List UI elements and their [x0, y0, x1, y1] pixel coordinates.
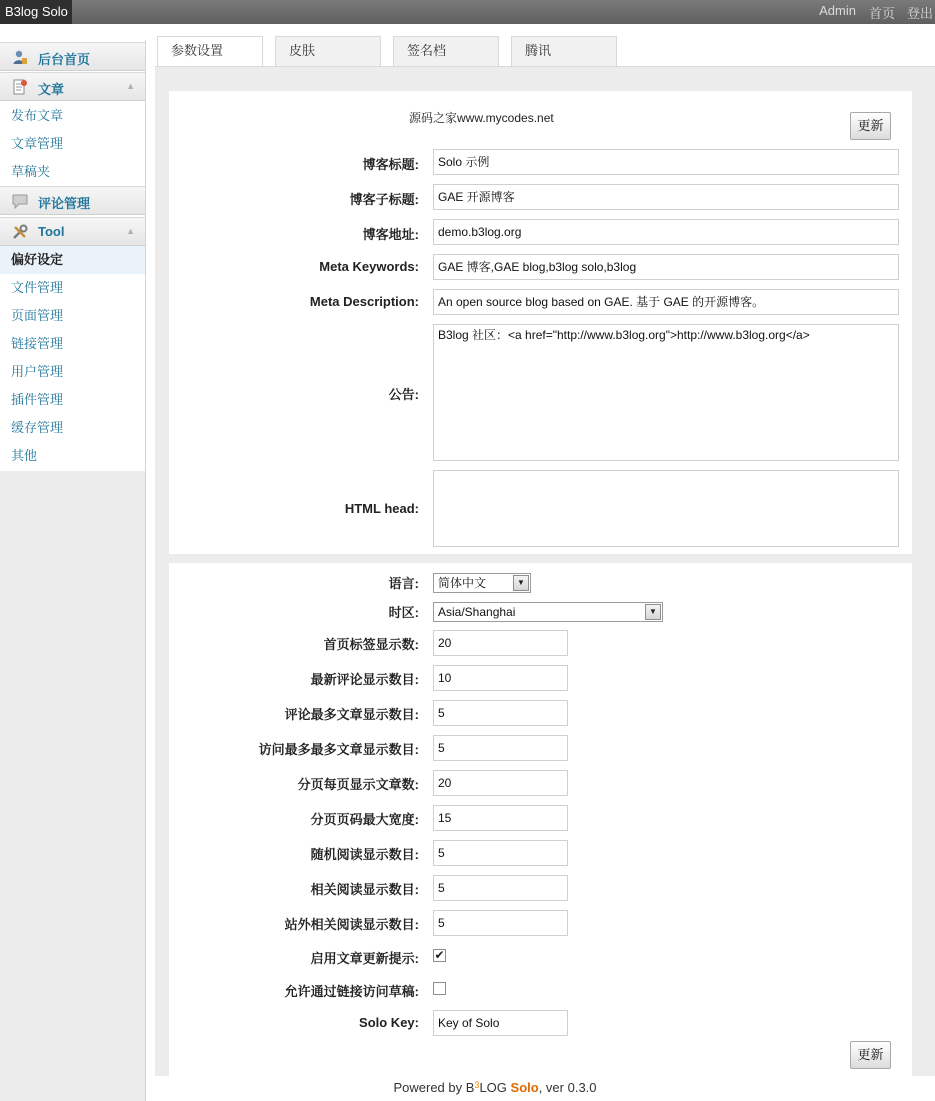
sidebar-comments-label: 评论管理: [38, 196, 91, 211]
most-viewed-count-input[interactable]: 5: [433, 735, 568, 761]
language-label: 语言:: [388, 576, 419, 591]
blog-subtitle-input[interactable]: GAE 开源博客: [433, 184, 899, 210]
blog-url-label: 博客地址:: [362, 227, 419, 242]
timezone-value: Asia/Shanghai: [438, 605, 516, 619]
sidebar-item-cache-manage[interactable]: 缓存管理: [11, 420, 64, 435]
sidebar-item-drafts[interactable]: 草稿夹: [11, 164, 51, 179]
timezone-select[interactable]: [433, 602, 663, 622]
tab-skin[interactable]: 皮肤: [275, 36, 381, 66]
sidebar-item-other[interactable]: 其他: [11, 448, 38, 463]
recent-comments-count-input[interactable]: 10: [433, 665, 568, 691]
update-button-top[interactable]: 更新: [850, 112, 891, 140]
language-select[interactable]: [433, 573, 531, 593]
sidebar-item-link-manage[interactable]: 链接管理: [11, 336, 64, 351]
blog-url-input[interactable]: demo.b3log.org: [433, 219, 899, 245]
powered-by-text: Powered by: [393, 1080, 463, 1095]
sidebar-item-publish-article[interactable]: 发布文章: [11, 108, 64, 123]
related-read-count-label: 相关阅读显示数目:: [310, 882, 419, 897]
allow-draft-link-label: 允许通过链接访问草稿:: [284, 984, 419, 999]
allow-draft-link-checkbox[interactable]: [433, 982, 446, 995]
collapse-up-icon[interactable]: ▲: [126, 81, 135, 91]
meta-keywords-input[interactable]: GAE 博客,GAE blog,b3log solo,b3log: [433, 254, 899, 280]
collapse-up-icon[interactable]: ▲: [126, 226, 135, 236]
article-update-hint-label: 启用文章更新提示:: [310, 951, 419, 966]
admin-link[interactable]: Admin: [819, 3, 856, 18]
sidebar-item-user-manage[interactable]: 用户管理: [11, 364, 64, 379]
sidebar-dashboard-label: 后台首页: [38, 52, 91, 67]
blog-title-input[interactable]: Solo 示例: [433, 149, 899, 175]
sidebar-item-dashboard[interactable]: [0, 42, 145, 71]
main-content: [155, 66, 935, 1076]
basic-settings-panel: [169, 91, 912, 554]
sidebar-tool-label: Tool: [38, 224, 65, 239]
sidebar-article-label: 文章: [38, 82, 65, 97]
home-link[interactable]: 首页: [868, 6, 895, 21]
sidebar-section-article[interactable]: [0, 72, 145, 101]
sidebar-background: [0, 471, 146, 1101]
comment-icon: [12, 193, 28, 209]
sidebar-item-preference[interactable]: 偏好设定: [0, 246, 145, 274]
articles-per-page-input[interactable]: 20: [433, 770, 568, 796]
index-tags-count-input[interactable]: 20: [433, 630, 568, 656]
dropdown-arrow-icon[interactable]: ▼: [645, 604, 661, 620]
most-commented-count-label: 评论最多文章显示数目:: [284, 707, 419, 722]
solo-link[interactable]: Solo: [510, 1080, 539, 1095]
pagination-width-input[interactable]: 15: [433, 805, 568, 831]
solo-key-label: Solo Key:: [359, 1015, 419, 1030]
user-icon: [12, 49, 28, 65]
tools-icon: [12, 224, 28, 240]
html-head-textarea[interactable]: [433, 470, 899, 547]
sidebar-item-file-manage[interactable]: 文件管理: [11, 280, 64, 295]
footer: [155, 1080, 835, 1095]
timezone-label: 时区:: [388, 605, 419, 620]
article-icon: [12, 79, 28, 95]
language-value: 简体中文: [438, 576, 487, 590]
articles-per-page-label: 分页每页显示文章数:: [297, 777, 419, 792]
tab-signature[interactable]: 签名档: [393, 36, 499, 66]
external-related-count-label: 站外相关阅读显示数目:: [284, 917, 419, 932]
logout-link[interactable]: 登出: [906, 6, 933, 21]
index-tags-count-label: 首页标签显示数:: [323, 637, 419, 652]
sidebar-item-article-manage[interactable]: 文章管理: [11, 136, 64, 151]
dropdown-arrow-icon[interactable]: ▼: [513, 575, 529, 591]
version-text: , ver 0.3.0: [538, 1080, 597, 1095]
most-viewed-count-label: 访问最多最多文章显示数目:: [258, 742, 419, 757]
announcement-textarea[interactable]: B3log 社区：<a href="http://www.b3log.org">http://www.b3log.org</a>: [433, 324, 899, 461]
tab-settings[interactable]: 参数设置: [157, 36, 263, 67]
display-settings-panel: [169, 563, 912, 1077]
sidebar: [0, 40, 146, 471]
update-button-bottom[interactable]: 更新: [850, 1041, 891, 1069]
external-related-count-input[interactable]: 5: [433, 910, 568, 936]
meta-description-label: Meta Description:: [309, 294, 419, 309]
announcement-label: 公告:: [388, 387, 419, 402]
random-read-count-label: 随机阅读显示数目:: [310, 847, 419, 862]
sidebar-section-tool[interactable]: [0, 217, 145, 246]
brand-title: B3log Solo: [0, 0, 72, 24]
most-commented-count-input[interactable]: 5: [433, 700, 568, 726]
sidebar-item-page-manage[interactable]: 页面管理: [11, 308, 64, 323]
notice-text: 源码之家www.mycodes.net: [409, 111, 554, 125]
tab-tencent[interactable]: 腾讯: [511, 36, 617, 66]
meta-description-input[interactable]: An open source blog based on GAE. 基于 GAE 的开源博客。: [433, 289, 899, 315]
blog-title-label: 博客标题:: [362, 157, 419, 172]
blog-subtitle-label: 博客子标题:: [349, 192, 419, 207]
sidebar-item-comments[interactable]: [0, 186, 145, 215]
related-read-count-input[interactable]: 5: [433, 875, 568, 901]
html-head-label: HTML head:: [344, 501, 419, 516]
random-read-count-input[interactable]: 5: [433, 840, 568, 866]
b3log-logo[interactable]: $B^3LOG$: [465, 1080, 507, 1095]
article-update-hint-checkbox[interactable]: ✔: [434, 948, 445, 962]
recent-comments-count-label: 最新评论显示数目:: [310, 672, 419, 687]
top-bar: [0, 0, 935, 24]
sidebar-item-plugin-manage[interactable]: 插件管理: [11, 392, 64, 407]
pagination-width-label: 分页页码最大宽度:: [310, 812, 419, 827]
meta-keywords-label: Meta Keywords:: [319, 259, 419, 274]
solo-key-input[interactable]: Key of Solo: [433, 1010, 568, 1036]
